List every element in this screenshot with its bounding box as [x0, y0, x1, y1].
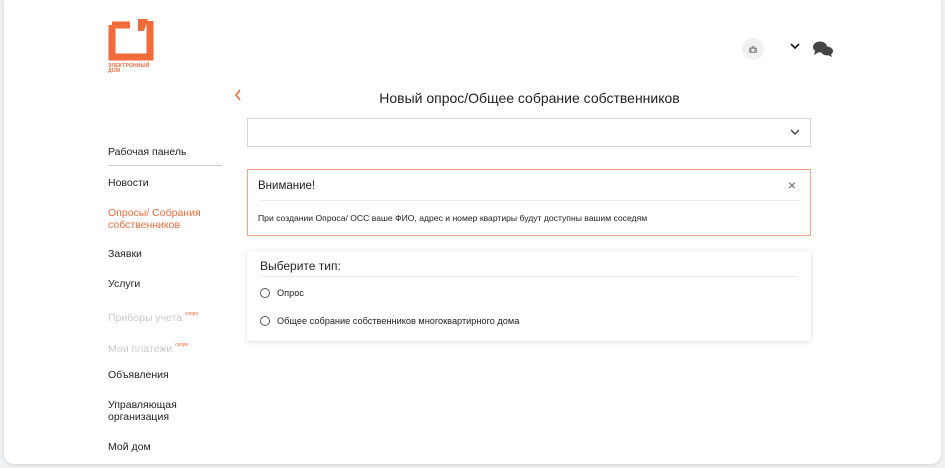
house-select[interactable]	[247, 118, 811, 147]
type-selection-card	[247, 251, 811, 341]
camera-button[interactable]	[742, 38, 764, 60]
type-card-divider	[260, 276, 798, 277]
sidebar-item-payments	[108, 339, 188, 355]
alert-text: При создании Опроса/ ОСС ваше ФИО, адрес и номер квартиры будут доступны вашим соседям	[258, 213, 648, 223]
camera-icon	[749, 46, 757, 53]
page-title: Новый опрос/Общее собрание собственников	[379, 90, 680, 106]
alert-title: Внимание!	[258, 180, 316, 192]
sidebar-item-meters	[108, 308, 198, 324]
sidebar-item-label: Новости	[108, 177, 149, 189]
collapse-sidebar-icon[interactable]	[234, 89, 242, 101]
radio-button[interactable]	[260, 316, 270, 326]
chat-icon[interactable]	[812, 40, 834, 58]
warning-alert	[247, 169, 811, 236]
sidebar-item-label-line2: собственников	[108, 219, 181, 231]
option-label: Опрос	[277, 288, 304, 298]
type-card-title: Выберите тип:	[260, 259, 341, 273]
sidebar-item-services[interactable]	[108, 278, 140, 290]
sidebar-item-label: Рабочая панель	[108, 146, 187, 158]
sidebar-item-management[interactable]	[108, 399, 177, 423]
sidebar-item-dashboard[interactable]	[108, 146, 186, 158]
soon-badge: скоро	[185, 311, 199, 317]
logo-text-line2: ДОМ	[108, 68, 121, 74]
soon-badge: скоро	[175, 342, 189, 348]
sidebar-item-polls[interactable]	[108, 207, 201, 231]
option-general-meeting[interactable]	[260, 316, 519, 326]
radio-button[interactable]	[260, 288, 270, 298]
app-frame	[4, 0, 941, 464]
option-poll[interactable]	[260, 288, 304, 298]
sidebar-item-ads[interactable]	[108, 369, 169, 381]
sidebar-item-label: Опросы/ Собрания	[108, 207, 201, 219]
option-label: Общее собрание собственников многоквартирного дома	[277, 316, 520, 326]
sidebar-item-label: Заявки	[108, 248, 142, 260]
sidebar-item-label: Объявления	[108, 369, 169, 381]
alert-divider	[258, 200, 800, 201]
sidebar-item-requests[interactable]	[108, 248, 142, 260]
logo[interactable]	[108, 17, 158, 74]
sidebar-item-label: Приборы учета	[108, 312, 183, 324]
chevron-down-icon	[790, 128, 800, 136]
sidebar-item-label: Мои платежи	[108, 343, 173, 355]
sidebar-item-label: Управляющая	[108, 399, 177, 411]
sidebar-item-label-line2: организация	[108, 411, 170, 423]
sidebar-divider	[108, 165, 222, 166]
close-icon[interactable]: ×	[787, 177, 796, 193]
logo-mark-icon	[108, 17, 154, 61]
sidebar-item-my-house[interactable]	[108, 441, 151, 453]
chevron-down-icon[interactable]	[790, 42, 800, 50]
sidebar-item-label: Услуги	[108, 278, 141, 290]
sidebar-item-label: Мой дом	[108, 441, 151, 453]
logo-text-line1: ЭЛЕКТРОННЫЙ	[108, 63, 150, 69]
sidebar-item-news[interactable]	[108, 177, 149, 189]
